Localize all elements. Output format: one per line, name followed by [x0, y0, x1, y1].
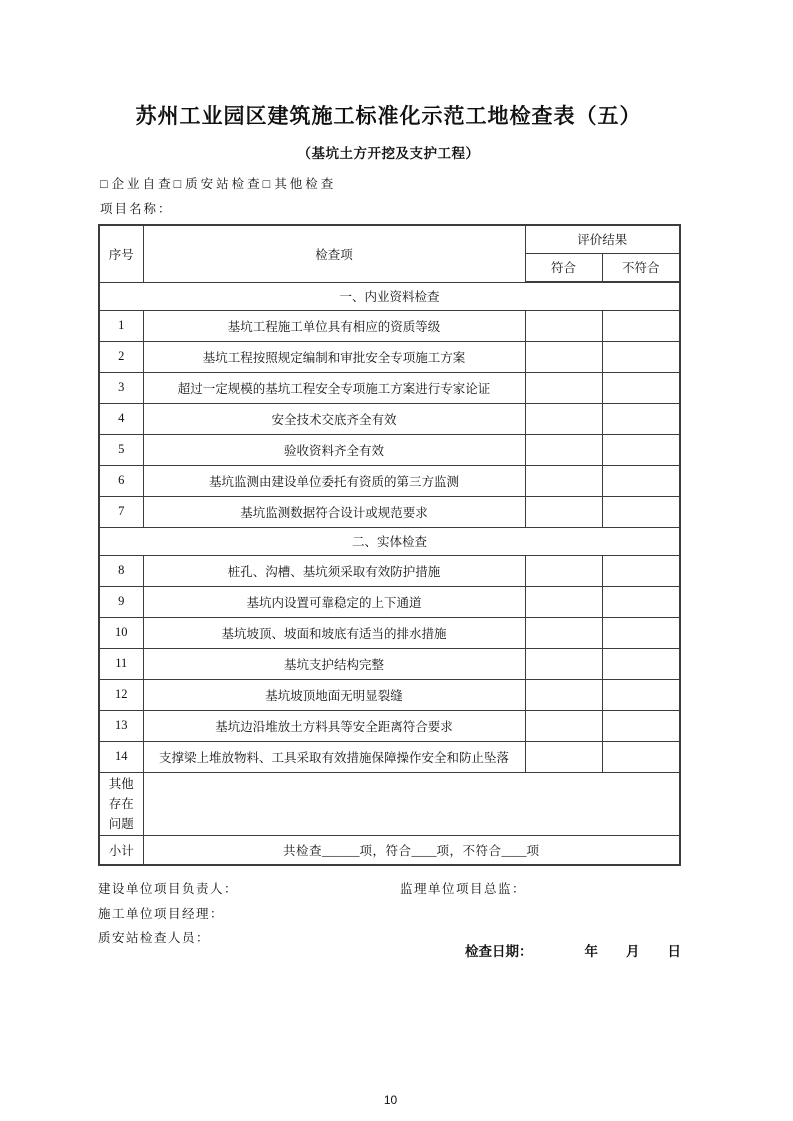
row-item-text: 支撑梁上堆放物料、工具采取有效措施保障操作安全和防止坠落	[143, 741, 525, 772]
section-title: 一、内业资料检查	[99, 282, 680, 310]
col-header-seq: 序号	[99, 225, 143, 282]
row-item-text: 安全技术交底齐全有效	[143, 403, 525, 434]
conform-cell[interactable]	[525, 434, 602, 465]
check-type-label-station: 质安站检查	[185, 177, 263, 191]
nonconform-cell[interactable]	[602, 310, 680, 341]
checkbox-icon[interactable]: □	[262, 177, 274, 191]
conform-cell[interactable]	[525, 372, 602, 403]
other-problems-input-area[interactable]	[143, 772, 680, 835]
row-seq: 12	[99, 679, 143, 710]
check-type-line	[100, 174, 336, 192]
inspection-date-line	[465, 940, 681, 960]
subtotal-text: 共检查	[282, 843, 322, 858]
table-row	[99, 465, 680, 496]
conform-cell[interactable]	[525, 496, 602, 527]
row-item-text: 基坑边沿堆放土方料具等安全距离符合要求	[143, 710, 525, 741]
row-seq: 9	[99, 586, 143, 617]
row-seq: 10	[99, 617, 143, 648]
nonconform-cell[interactable]	[602, 403, 680, 434]
table-row	[99, 679, 680, 710]
month-label: 月	[626, 944, 640, 959]
row-seq: 8	[99, 555, 143, 586]
nonconform-cell[interactable]	[602, 617, 680, 648]
conform-cell[interactable]	[525, 586, 602, 617]
row-item-text: 基坑监测由建设单位委托有资质的第三方监测	[143, 465, 525, 496]
nonconform-cell[interactable]	[602, 496, 680, 527]
conform-cell[interactable]	[525, 403, 602, 434]
checkbox-icon[interactable]: □	[173, 177, 185, 191]
table-row	[99, 496, 680, 527]
nonconform-cell[interactable]	[602, 648, 680, 679]
row-item-text: 基坑坡顶、坡面和坡底有适当的排水措施	[143, 617, 525, 648]
row-seq: 6	[99, 465, 143, 496]
table-row	[99, 710, 680, 741]
other-problems-row	[99, 772, 680, 835]
table-header-row	[99, 225, 680, 253]
subtotal-text: 项	[526, 843, 540, 858]
contractor-signature-label: 施工单位项目经理：	[98, 907, 225, 921]
col-header-item: 检查项	[143, 225, 525, 282]
subtotal-summary	[143, 835, 680, 865]
row-item-text: 基坑工程施工单位具有相应的资质等级	[143, 310, 525, 341]
conform-cell[interactable]	[525, 310, 602, 341]
row-item-text: 基坑内设置可靠稳定的上下通道	[143, 586, 525, 617]
nonconform-cell[interactable]	[602, 586, 680, 617]
nonconform-cell[interactable]	[602, 741, 680, 772]
conform-cell[interactable]	[525, 465, 602, 496]
conform-cell[interactable]	[525, 741, 602, 772]
row-seq: 2	[99, 341, 143, 372]
section-title: 二、实体检查	[99, 527, 680, 555]
year-label: 年	[584, 944, 598, 959]
checkbox-icon[interactable]: □	[100, 177, 111, 191]
owner-signature-label: 建设单位项目负责人：	[98, 882, 239, 896]
row-seq: 14	[99, 741, 143, 772]
col-header-result: 评价结果	[525, 225, 680, 253]
row-item-text: 验收资料齐全有效	[143, 434, 525, 465]
table-row	[99, 648, 680, 679]
row-item-text: 基坑坡顶地面无明显裂缝	[143, 679, 525, 710]
subtotal-row	[99, 835, 680, 865]
subtotal-text: 项，不符合	[436, 843, 502, 858]
blank-field[interactable]: ____	[501, 843, 527, 858]
check-type-label-other: 其他检查	[274, 177, 337, 191]
supervisor-signature-label: 监理单位项目总监：	[400, 882, 527, 896]
table-row	[99, 741, 680, 772]
page-subtitle: （基坑土方开挖及支护工程）	[297, 146, 480, 161]
row-item-text: 桩孔、沟槽、基坑须采取有效防护措施	[143, 555, 525, 586]
table-row	[99, 434, 680, 465]
subtotal-label: 小计	[99, 835, 143, 865]
conform-cell[interactable]	[525, 617, 602, 648]
project-name-label: 项目名称：	[100, 202, 173, 216]
table-row	[99, 310, 680, 341]
col-header-conform: 符合	[525, 253, 602, 282]
other-problems-label: 其他存在问题	[99, 772, 143, 835]
conform-cell[interactable]	[525, 341, 602, 372]
row-seq: 13	[99, 710, 143, 741]
nonconform-cell[interactable]	[602, 555, 680, 586]
row-item-text: 超过一定规模的基坑工程安全专项施工方案进行专家论证	[143, 372, 525, 403]
qa-inspector-label: 质安站检查人员：	[98, 931, 211, 945]
table-row	[99, 555, 680, 586]
conform-cell[interactable]	[525, 679, 602, 710]
nonconform-cell[interactable]	[602, 341, 680, 372]
nonconform-cell[interactable]	[602, 465, 680, 496]
conform-cell[interactable]	[525, 555, 602, 586]
row-seq: 5	[99, 434, 143, 465]
table-row	[99, 341, 680, 372]
nonconform-cell[interactable]	[602, 679, 680, 710]
check-type-label-self: 企业自查	[111, 177, 174, 191]
date-label: 检查日期：	[465, 944, 533, 959]
table-row	[99, 403, 680, 434]
row-item-text: 基坑支护结构完整	[143, 648, 525, 679]
conform-cell[interactable]	[525, 648, 602, 679]
nonconform-cell[interactable]	[602, 372, 680, 403]
day-label: 日	[667, 944, 681, 959]
row-item-text: 基坑工程按照规定编制和审批安全专项施工方案	[143, 341, 525, 372]
page-title: 苏州工业园区建筑施工标准化示范工地检查表（五）	[135, 105, 642, 128]
row-seq: 11	[99, 648, 143, 679]
inspection-table	[98, 224, 681, 866]
table-row	[99, 617, 680, 648]
row-seq: 3	[99, 372, 143, 403]
col-header-nonconform: 不符合	[602, 253, 680, 282]
blank-field[interactable]: ______	[321, 843, 360, 858]
section-row	[99, 527, 680, 555]
subtotal-text: 项，符合	[359, 843, 412, 858]
table-row	[99, 586, 680, 617]
section-row	[99, 282, 680, 310]
row-item-text: 基坑监测数据符合设计或规范要求	[143, 496, 525, 527]
row-seq: 4	[99, 403, 143, 434]
conform-cell[interactable]	[525, 710, 602, 741]
row-seq: 1	[99, 310, 143, 341]
row-seq: 7	[99, 496, 143, 527]
nonconform-cell[interactable]	[602, 710, 680, 741]
nonconform-cell[interactable]	[602, 434, 680, 465]
table-row	[99, 372, 680, 403]
blank-field[interactable]: ____	[411, 843, 437, 858]
page-number: 10	[383, 1093, 398, 1107]
